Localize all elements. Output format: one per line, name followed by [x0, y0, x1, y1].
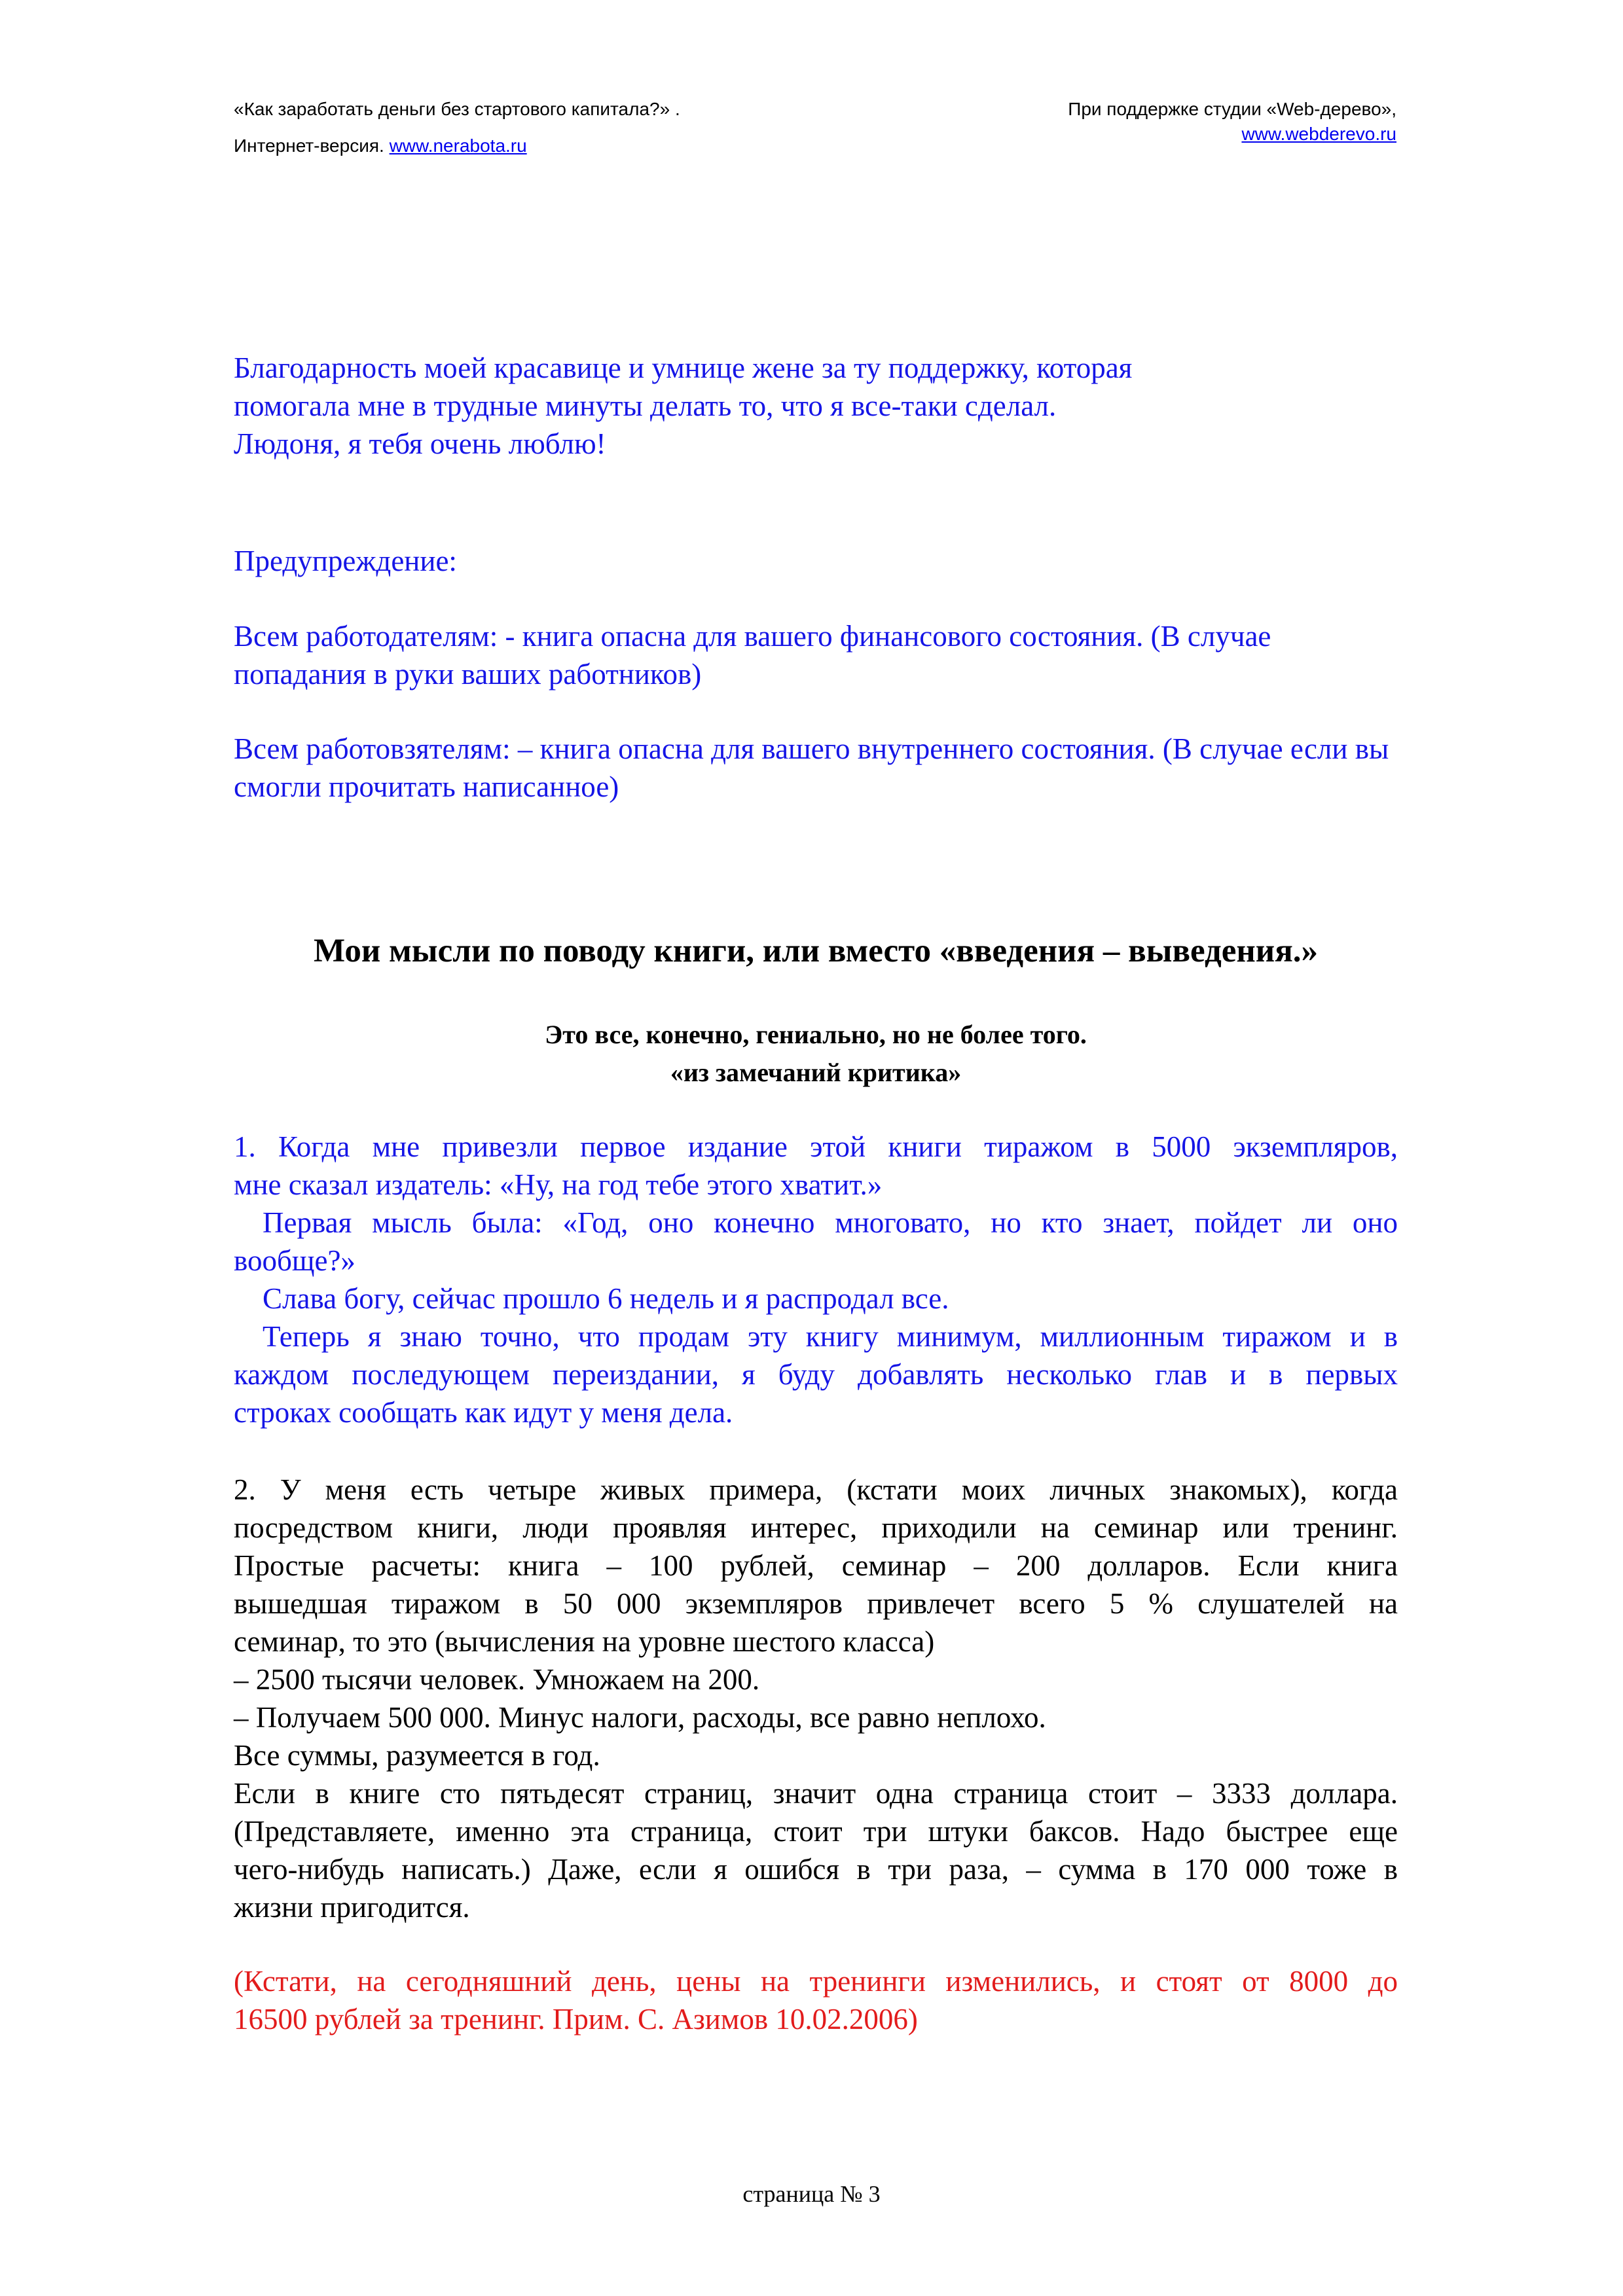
nerabota-link[interactable]: www.nerabota.ru [389, 135, 527, 156]
warning-title: Предупреждение: [234, 545, 457, 577]
paragraph-1-line: каждом последующем переиздании, я буду добавлять несколько глав и в первых [234, 1358, 1398, 1391]
paragraph-1-line: строках сообщать как идут у меня дела. [234, 1396, 733, 1429]
paragraph-1 [234, 1128, 1398, 1431]
price-note-line: 16500 рублей за тренинг. Прим. С. Азимов 10.02.2006) [234, 2003, 918, 2036]
paragraph-2-line: (Представляете, именно эта страница, стоит три штуки баксов. Надо быстрее еще [234, 1815, 1398, 1848]
paragraph-1-line: 1. Когда мне привезли первое издание этой книги тиражом в 5000 экземпляров, [234, 1130, 1398, 1163]
dedication-line: Людоня, я тебя очень люблю! [234, 427, 606, 460]
book-title-text: «Как заработать деньги без стартового капитала?» . [234, 99, 680, 119]
paragraph-1-line: мне сказал издатель: «Ну, на год тебе этого хватит.» [234, 1168, 883, 1201]
section-title: Мои мысли по поводу книги, или вместо «введения – выведения.» [313, 933, 1319, 969]
header-book-title [234, 98, 680, 120]
paragraph-1-line: Слава богу, сейчас прошло 6 недель и я распродал все. [263, 1282, 949, 1315]
paragraph-2 [234, 1471, 1398, 1926]
paragraph-2-line: Если в книге сто пятьдесят страниц, значит одна страница стоит – 3333 доллара. [234, 1777, 1398, 1810]
header-support-link-wrap [1241, 123, 1396, 145]
warning-employees: Всем работовзятелям: – книга опасна для вашего внутреннего состояния. (В случае если вы смогли прочитать написанное) [234, 732, 1389, 803]
paragraph-2-line: жизни пригодится. [234, 1891, 470, 1924]
epigraph-source: «из замечаний критика» [670, 1058, 962, 1087]
paragraph-1-line: вообще?» [234, 1244, 356, 1277]
paragraph-1-line: Теперь я знаю точно, что продам эту книгу минимум, миллионным тиражом и в [263, 1320, 1398, 1353]
paragraph-1-line: Первая мысль была: «Год, оно конечно многовато, но кто знает, пойдет ли оно [263, 1206, 1398, 1239]
price-note-line: (Кстати, на сегодняшний день, цены на тренинги изменились, и стоят от 8000 до [234, 1965, 1398, 1998]
paragraph-2-line: посредством книги, люди проявляя интерес, приходили на семинар или тренинг. [234, 1511, 1398, 1544]
epigraph-quote: Это все, конечно, гениально, но не более того. [545, 1020, 1087, 1049]
paragraph-2-line: Простые расчеты: книга – 100 рублей, семинар – 200 долларов. Если книга [234, 1549, 1398, 1582]
webderevo-link[interactable]: www.webderevo.ru [1241, 124, 1396, 144]
header-support-text: При поддержке студии «Web-дерево», [1068, 99, 1396, 119]
dedication-line: Благодарность моей красавице и умнице жене за ту поддержку, которая [234, 351, 1133, 384]
paragraph-2-line: семинар, то это (вычисления на уровне шестого класса) [234, 1625, 935, 1658]
header-internet-version [234, 135, 527, 157]
warning-employers: Всем работодателям: - книга опасна для вашего финансового состояния. (В случае попадания в руки ваших работников) [234, 620, 1271, 691]
paragraph-2-line: Все суммы, разумеется в год. [234, 1739, 600, 1772]
page-number: страница № 3 [742, 2181, 881, 2207]
paragraph-2-line: 2. У меня есть четыре живых примера, (кстати моих личных знакомых), когда [234, 1473, 1398, 1506]
paragraph-2-line: – 2500 тысячи человек. Умножаем на 200. [234, 1663, 760, 1696]
price-note [234, 1962, 1398, 2038]
internet-version-label: Интернет-версия. [234, 135, 384, 156]
paragraph-2-line: чего-нибудь написать.) Даже, если я ошибся в три раза, – сумма в 170 000 тоже в [234, 1853, 1398, 1886]
dedication-line: помогала мне в трудные минуты делать то, что я все-таки сделал. [234, 389, 1057, 422]
paragraph-2-line: – Получаем 500 000. Минус налоги, расходы, все равно неплохо. [234, 1701, 1046, 1734]
paragraph-2-line: вышедшая тиражом в 50 000 экземпляров привлечет всего 5 % слушателей на [234, 1587, 1398, 1620]
epigraph [234, 1016, 1398, 1092]
dedication [234, 349, 1398, 463]
